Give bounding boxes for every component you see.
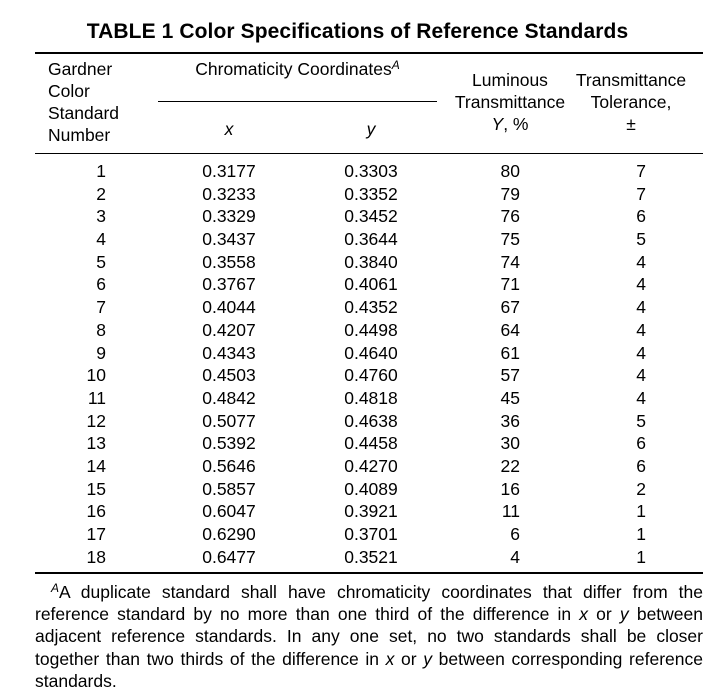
cell-tolerance: 6 (636, 206, 646, 227)
table-row (0, 364, 715, 387)
cell-tolerance: 7 (636, 183, 646, 204)
header-chromaticity-footnote-marker: A (391, 58, 400, 72)
cell-y: 0.4638 (344, 410, 398, 431)
cell-luminous: 61 (500, 342, 520, 363)
cell-luminous: 22 (500, 455, 520, 476)
cell-y: 0.4458 (344, 433, 398, 454)
table-row (0, 546, 715, 569)
cell-standard-number: 17 (86, 524, 106, 544)
table-row (0, 387, 715, 410)
cell-y: 0.4640 (344, 342, 398, 363)
cell-standard-number: 1 (96, 161, 106, 181)
cell-tolerance: 4 (636, 365, 646, 386)
table-row (0, 319, 715, 342)
table-row (0, 478, 715, 501)
cell-standard-number: 15 (86, 478, 106, 499)
cell-y: 0.4061 (344, 274, 398, 295)
cell-x: 0.5392 (202, 433, 256, 454)
cell-luminous: 76 (500, 206, 520, 227)
cell-x: 0.5646 (202, 455, 256, 476)
header-plusminus-line: ± (626, 114, 636, 134)
cell-x: 0.3233 (202, 183, 256, 204)
cell-luminous: 30 (500, 433, 520, 454)
cell-standard-number: 7 (96, 297, 106, 318)
cell-luminous: 80 (500, 161, 520, 181)
cell-y: 0.4089 (344, 478, 398, 499)
cell-tolerance: 5 (636, 410, 646, 431)
cell-y: 0.3840 (344, 251, 398, 272)
table-row (0, 160, 715, 183)
cell-tolerance: 5 (636, 229, 646, 250)
table-title: TABLE 1 Color Specifications of Reference Standards (86, 20, 629, 43)
cell-tolerance: 6 (636, 433, 646, 454)
cell-luminous: 71 (500, 274, 520, 295)
cell-standard-number: 6 (96, 274, 106, 295)
cell-y: 0.4760 (344, 365, 398, 386)
cell-tolerance: 4 (636, 319, 646, 340)
cell-luminous: 11 (501, 501, 520, 522)
cell-standard-number: 9 (96, 342, 106, 363)
cell-tolerance: 1 (636, 501, 646, 522)
footnote-x-2: x (385, 648, 395, 669)
cell-standard-number: 8 (96, 319, 106, 340)
cell-standard-number: 13 (86, 433, 106, 454)
header-y: y (366, 119, 376, 139)
table-row (0, 251, 715, 274)
header-gardner-line: Gardner (48, 59, 113, 79)
footnote-y-1: y (619, 604, 629, 625)
cell-x: 0.3177 (202, 161, 256, 181)
cell-x: 0.3329 (202, 206, 256, 227)
cell-x: 0.4842 (202, 387, 256, 408)
cell-tolerance: 4 (636, 274, 646, 295)
cell-x: 0.6477 (202, 546, 256, 567)
cell-x: 0.4207 (202, 319, 256, 340)
header-gardner-number (48, 58, 158, 146)
header-luminous-line: Luminous (472, 70, 548, 90)
header-transmittance-tolerance (565, 69, 697, 135)
header-standard-line: Standard (48, 103, 120, 123)
cell-tolerance: 4 (636, 387, 646, 408)
cell-tolerance: 4 (636, 342, 646, 363)
cell-tolerance: 4 (636, 251, 646, 272)
header-x: x (224, 119, 234, 139)
table-row (0, 342, 715, 365)
cell-y: 0.4352 (344, 297, 398, 318)
footnote-marker: A (51, 581, 60, 595)
footnote-part-3: between adjacent reference standards. In any one set, no two standards shall be closer together than two thirds of the difference in (35, 604, 704, 669)
bottom-rule (35, 572, 703, 574)
cell-standard-number: 2 (96, 183, 106, 204)
cell-y: 0.3452 (344, 206, 398, 227)
cell-luminous: 74 (500, 251, 520, 272)
cell-standard-number: 16 (86, 501, 106, 522)
cell-x: 0.4343 (202, 342, 256, 363)
header-number-line: Number (48, 125, 111, 145)
cell-y: 0.3303 (344, 161, 398, 181)
table-row (0, 205, 715, 228)
cell-standard-number: 12 (86, 410, 106, 431)
cell-standard-number: 14 (86, 455, 106, 476)
table-row (0, 500, 715, 523)
cell-x: 0.5077 (202, 410, 256, 431)
cell-y: 0.3521 (344, 546, 398, 567)
table-row (0, 432, 715, 455)
cell-tolerance: 1 (636, 546, 646, 567)
cell-tolerance: 1 (636, 524, 646, 544)
cell-standard-number: 4 (96, 229, 106, 250)
footnote-y-2: y (423, 648, 433, 669)
cell-x: 0.4044 (202, 297, 256, 318)
cell-tolerance: 6 (636, 455, 646, 476)
table-row (0, 183, 715, 206)
cell-standard-number: 18 (86, 546, 106, 567)
footnote-part-1: A duplicate standard shall have chromaticity coordinates that differ from the reference standard by no more than one third of the difference in (35, 582, 703, 625)
top-rule (35, 52, 703, 54)
cell-y: 0.3701 (344, 524, 398, 544)
table-row (0, 410, 715, 433)
footnote-part-2: or (588, 604, 620, 625)
table-row (0, 523, 715, 546)
header-luminous-transmittance (440, 69, 580, 135)
header-tol-transmittance-line: Transmittance (575, 70, 687, 90)
header-y-symbol: Y (491, 114, 504, 134)
cell-luminous: 4 (510, 546, 520, 567)
header-y-percent-line (440, 113, 580, 135)
chromaticity-span-rule (158, 101, 437, 102)
cell-x: 0.3767 (202, 274, 256, 295)
cell-luminous: 67 (500, 297, 520, 318)
table-row (0, 273, 715, 296)
footnote-part-5: between corresponding reference standards. (35, 648, 703, 691)
cell-luminous: 45 (500, 387, 520, 408)
table-row (0, 296, 715, 319)
cell-standard-number: 3 (96, 206, 106, 227)
cell-y: 0.3921 (344, 501, 398, 522)
cell-luminous: 6 (510, 524, 520, 544)
cell-x: 0.3558 (202, 251, 256, 272)
cell-y: 0.3352 (344, 183, 398, 204)
header-chromaticity (158, 58, 437, 80)
header-transmittance-line: Transmittance (454, 92, 566, 112)
header-chromaticity-label: Chromaticity Coordinates (195, 59, 392, 79)
header-bottom-rule (35, 153, 703, 154)
cell-standard-number: 5 (96, 251, 106, 272)
footnote-text (35, 581, 703, 692)
table-body (0, 160, 715, 568)
cell-luminous: 16 (500, 478, 520, 499)
cell-luminous: 64 (500, 319, 520, 340)
header-color-line: Color (48, 81, 90, 101)
cell-luminous: 75 (500, 229, 520, 250)
cell-luminous: 79 (500, 183, 520, 204)
cell-x: 0.6047 (202, 501, 256, 522)
header-tolerance-line: Tolerance, (590, 92, 672, 112)
cell-x: 0.6290 (202, 524, 256, 544)
cell-tolerance: 4 (636, 297, 646, 318)
cell-y: 0.4818 (344, 387, 398, 408)
cell-x: 0.5857 (202, 478, 256, 499)
cell-x: 0.4503 (202, 365, 256, 386)
cell-standard-number: 11 (87, 387, 106, 408)
cell-y: 0.4270 (344, 455, 398, 476)
cell-x: 0.3437 (202, 229, 256, 250)
table-row (0, 228, 715, 251)
header-percent-unit: , % (503, 114, 529, 134)
footnote-x-1: x (579, 604, 589, 625)
footnote-part-4: or (394, 648, 424, 669)
footnote (35, 581, 703, 692)
cell-tolerance: 2 (636, 478, 646, 499)
cell-y: 0.3644 (344, 229, 398, 250)
table-row (0, 455, 715, 478)
cell-luminous: 57 (500, 365, 520, 386)
cell-standard-number: 10 (86, 365, 106, 386)
cell-y: 0.4498 (344, 319, 398, 340)
cell-tolerance: 7 (636, 161, 646, 181)
cell-luminous: 36 (500, 410, 520, 431)
